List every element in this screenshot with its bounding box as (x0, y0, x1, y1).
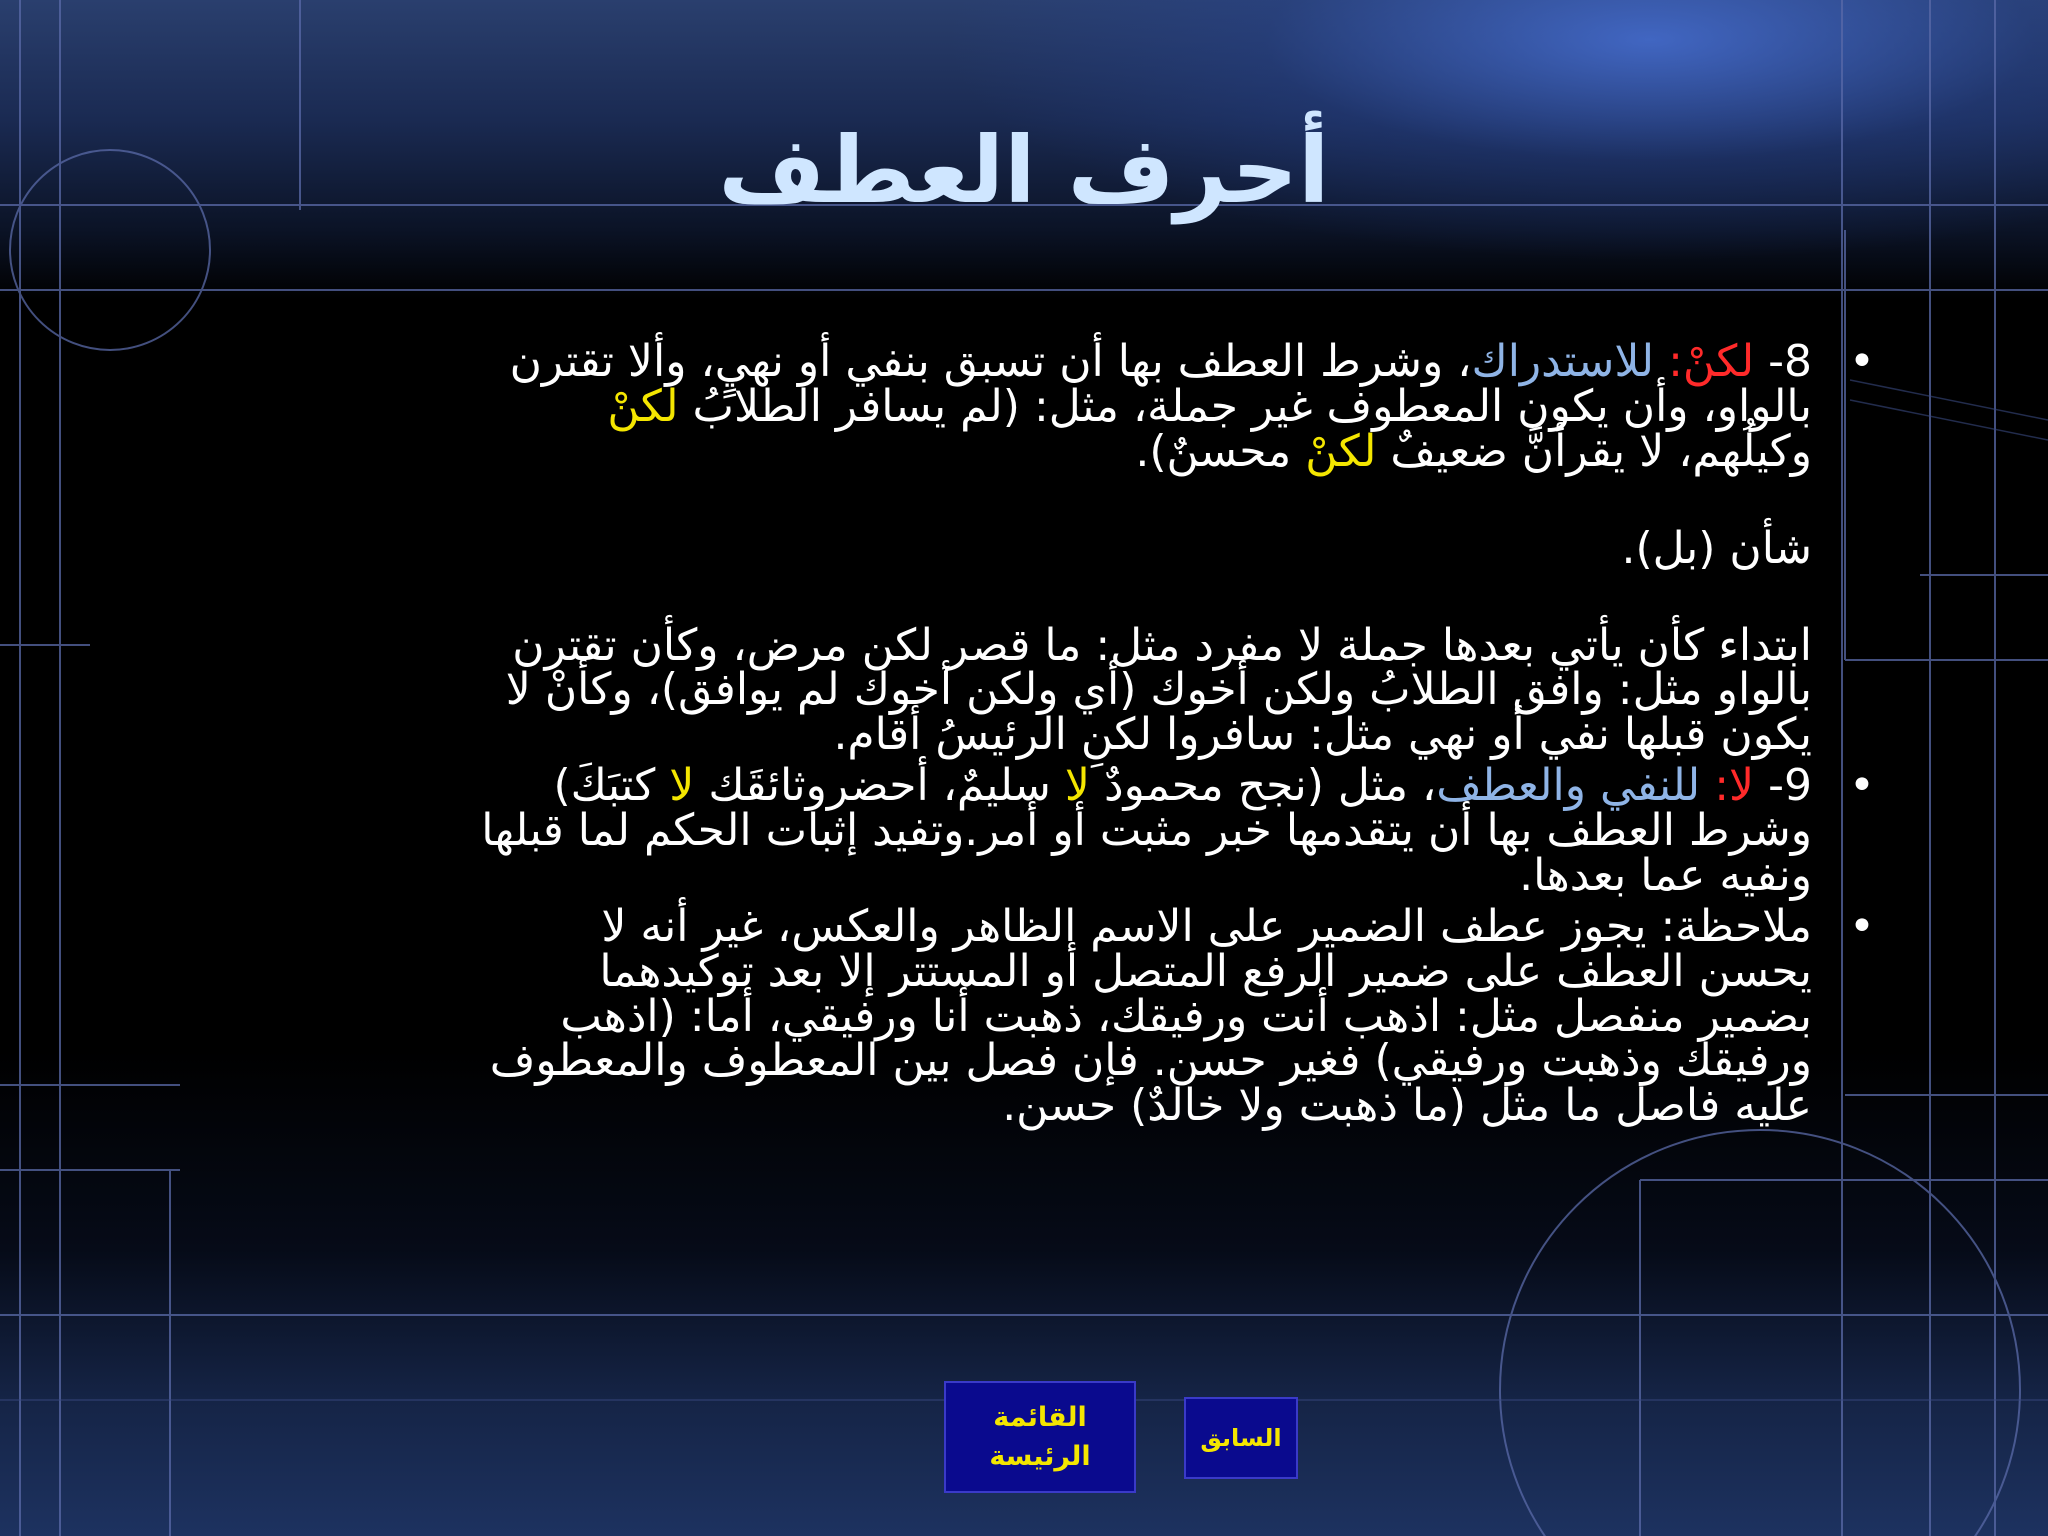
previous-button[interactable] (1184, 1397, 1298, 1479)
text-line (140, 425, 1812, 477)
text-fragment: وكيلُهم، لا يقرأنَّ ضعيفٌ (1390, 425, 1812, 477)
text-line: ملاحظة: يجوز عطف الضمير على الاسم الظاهر والعكس، غير أنه لا (601, 900, 1812, 952)
highlighted-word: لكنْ (1305, 425, 1377, 477)
slide-content (140, 336, 1882, 1135)
text-fragment: محسنٌ). (1135, 425, 1292, 477)
list-item (140, 900, 1882, 1132)
slide-title: أحرف العطف (718, 117, 1330, 224)
text-line: ابتداء كأن يأتي بعدها جملة لا مفرد مثل: ما قصر لكن مرض، وكأن تقترن (512, 619, 1812, 671)
purpose-label: للاستدراك (1471, 336, 1655, 387)
text-line: وشرط العطف بها أن يتقدمها خبر مثبت أو أمر.وتفيد إثبات الحكم لما قبلها (481, 805, 1812, 856)
text-fragment: ، وشرط العطف بها أن تسبق بنفي أو نهيٍ، وألا تقترن (509, 336, 1472, 387)
main-menu-button[interactable] (944, 1381, 1136, 1493)
bullet-icon: • (1849, 760, 1875, 812)
bullet-icon: • (1849, 336, 1875, 387)
main-menu-label (989, 1398, 1090, 1476)
item-number: 8- (1768, 336, 1812, 387)
list-item (140, 336, 1882, 761)
highlighted-word: لا (669, 760, 695, 812)
text-fragment: كتبَكَ) (553, 760, 656, 812)
list-item (140, 760, 1882, 901)
highlighted-word: لكنْ (607, 380, 679, 432)
text-line: يكون قبلها نفي أو نهي مثل: سافروا لكنِ الرئيسُ أقام. (833, 709, 1812, 761)
text-line: ورفيقك وذهبت ورفيقي) فغير حسن. فإن فصل بين المعطوف والمعطوف (489, 1035, 1812, 1087)
text-fragment: بالواو، وأن يكون المعطوف غير جملة، مثل: (لم يسافر الطلابُ (692, 380, 1812, 432)
purpose-label: للنفي والعطف (1436, 760, 1701, 812)
keyword: لكنْ: (1668, 336, 1755, 387)
item-number: 9- (1768, 760, 1812, 812)
text-line: يحسن العطف على ضمير الرفع المتصل أو المستتر إلا بعد توكيدهما (599, 945, 1812, 997)
previous-label: السابق (1200, 1424, 1282, 1452)
text-fragment: سليمٌ، أحضروثائقَك (708, 760, 1051, 812)
bullet-icon: • (1849, 900, 1875, 952)
text-line: بضمير منفصل مثل: اذهب أنت ورفيقك، ذهبت أنا ورفيقي، أما: (اذهب (560, 990, 1812, 1042)
main-menu-label-line: الرئيسة (989, 1441, 1091, 1472)
text-line: عليه فاصل ما مثل (ما ذهبت ولا خالدٌ) حسن. (1002, 1080, 1812, 1132)
main-menu-label-line: القائمة (993, 1401, 1087, 1433)
text-line: بالواو مثل: وافق الطلابُ ولكن أخوك (أي ولكن أخوك لم يوافق)، وكأنْ لا (505, 664, 1812, 716)
text-fragment: ، مثل (نجح محمودٌ (1103, 760, 1437, 812)
text-line (140, 380, 1812, 432)
text-line (140, 760, 1812, 812)
text-line: شأن (بل). (1621, 522, 1812, 574)
text-line (140, 336, 1812, 387)
keyword: لا: (1714, 760, 1755, 812)
highlighted-word: لا (1064, 760, 1090, 812)
text-line: ونفيه عما بعدها. (1519, 849, 1812, 901)
